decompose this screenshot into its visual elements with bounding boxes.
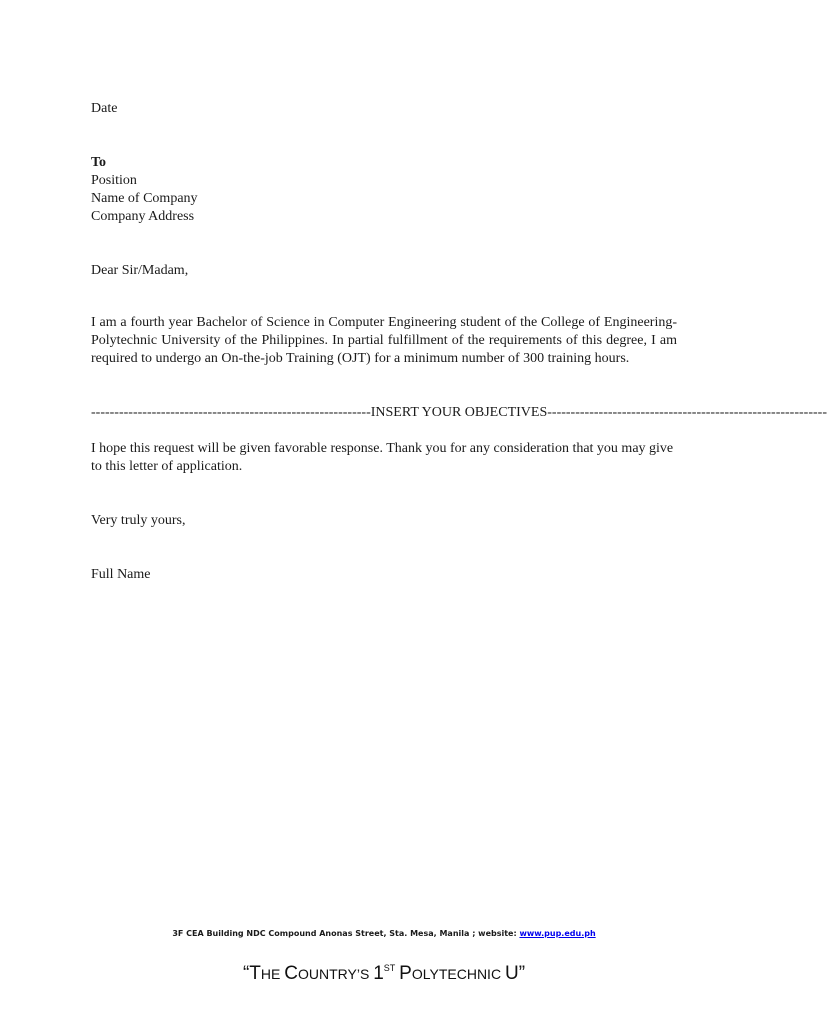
motto-poly-rest: OLYTECHNIC xyxy=(411,966,505,982)
motto-open-quote: “ xyxy=(242,963,250,984)
motto-country-rest: OUNTRY’S xyxy=(297,966,374,982)
motto-poly-initial: P xyxy=(399,963,412,984)
signature-name: Full Name xyxy=(91,567,151,582)
university-motto xyxy=(0,955,768,987)
motto-close-quote: ” xyxy=(518,963,526,984)
recipient-company-name: Name of Company xyxy=(91,191,198,206)
footer-address-text: 3F CEA Building NDC Compound Anonas Street, Sta. Mesa, Manila ; website: xyxy=(172,929,520,938)
complimentary-close: Very truly yours, xyxy=(91,513,186,528)
to-label: To xyxy=(91,155,107,170)
motto-the-rest: HE xyxy=(260,966,285,982)
motto-country-initial: C xyxy=(284,963,298,984)
closing-paragraph: I hope this request will be given favorable response. Thank you for any consideration that you may give to this letter of application. xyxy=(91,441,674,474)
dashes-left: ------------------------------------------------------------ xyxy=(91,405,371,420)
dashes-right: ------------------------------------------------------------ xyxy=(547,405,827,420)
objectives-placeholder-line xyxy=(91,404,827,422)
motto-ordinal: ST xyxy=(383,963,396,973)
footer-address xyxy=(0,928,768,940)
salutation: Dear Sir/Madam, xyxy=(91,263,189,278)
website-link[interactable]: www.pup.edu.ph xyxy=(519,929,596,938)
recipient-company-address: Company Address xyxy=(91,209,195,224)
date-line: Date xyxy=(91,101,118,116)
motto-u: U xyxy=(504,963,519,984)
motto-number: 1 xyxy=(373,963,384,984)
intro-paragraph: I am a fourth year Bachelor of Science in Computer Engineering student of the College of Engineering-Polytechnic University of the Philippines. In partial fulfillment of the requirements of this degree, I am required to undergo an On-the-job Training (OJT) for a minimum number of 300 training hours. xyxy=(91,315,677,366)
motto-the-initial: T xyxy=(249,963,261,984)
objectives-placeholder: INSERT YOUR OBJECTIVES xyxy=(370,405,548,420)
recipient-position: Position xyxy=(91,173,137,188)
